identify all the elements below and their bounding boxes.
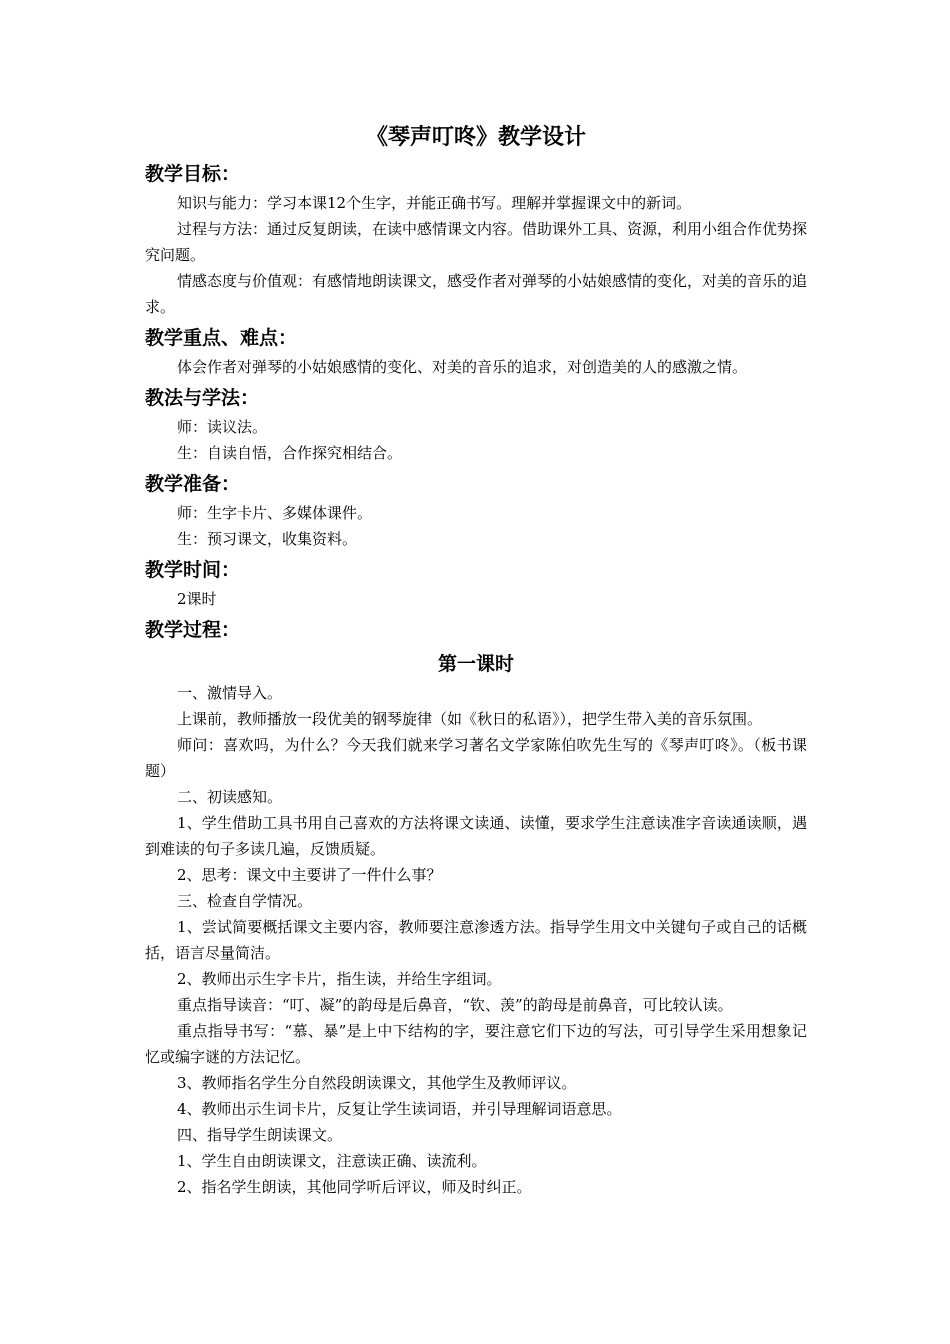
paragraph: 重点指导读音：“叮、凝”的韵母是后鼻音，“钦、羡”的韵母是前鼻音，可比较认读。	[177, 996, 733, 1014]
paragraph: 三、检查自学情况。	[177, 892, 313, 910]
section-key-points	[145, 322, 807, 380]
paragraph: 重点指导书写：“慕、暴”是上中下结构的字，要注意它们下边的写法，可引导学生采用想象记忆或编字谜的方法记忆。	[145, 1022, 807, 1066]
paragraph: 二、初读感知。	[177, 788, 283, 806]
document-title: 《琴声叮咚》教学设计	[365, 124, 586, 150]
paragraph: 上课前，教师播放一段优美的钢琴旋律（如《秋日的私语》），把学生带入美的音乐氛围。	[177, 710, 763, 728]
paragraph: 过程与方法：通过反复朗读，在读中感情课文内容。借助课外工具、资源，利用小组合作优势探究问题。	[145, 220, 808, 264]
paragraph: 师：生字卡片、多媒体课件。	[177, 504, 373, 522]
paragraph: 1、学生自由朗读课文，注意读正确、读流利。	[177, 1152, 487, 1170]
paragraph: 1、尝试简要概括课文主要内容，教师要注意渗透方法。指导学生用文中关键句子或自己的话概括，语言尽量简洁。	[145, 918, 807, 962]
lesson-title: 第一课时	[437, 653, 514, 675]
lesson-one	[145, 648, 807, 1200]
paragraph: 2课时	[177, 590, 217, 608]
paragraph: 师问：喜欢吗，为什么？今天我们就来学习著名文学家陈伯吹先生写的《琴声叮咚》。（板书课题）	[145, 736, 807, 780]
paragraph: 生：预习课文，收集资料。	[177, 530, 358, 548]
paragraph: 体会作者对弹琴的小姑娘感情的变化、对美的音乐的追求，对创造美的人的感激之情。	[177, 358, 748, 376]
paragraph: 一、激情导入。	[177, 684, 283, 702]
document-body	[145, 118, 807, 1200]
section-preparation	[145, 468, 807, 552]
section-heading: 教学目标：	[145, 163, 241, 185]
paragraph: 4、教师出示生词卡片，反复让学生读词语，并引导理解词语意思。	[177, 1100, 622, 1118]
paragraph: 生：自读自悟，合作探究相结合。	[177, 444, 403, 462]
section-heading: 教学重点、难点：	[145, 327, 298, 349]
section-objectives	[145, 158, 807, 320]
paragraph: 知识与能力：学习本课12个生字，并能正确书写。理解并掌握课文中的新词。	[177, 194, 692, 212]
paragraph: 2、指名学生朗读，其他同学听后评议，师及时纠正。	[177, 1178, 532, 1196]
paragraph: 师：读议法。	[177, 418, 268, 436]
paragraph: 情感态度与价值观：有感情地朗读课文，感受作者对弹琴的小姑娘感情的变化，对美的音乐的追求。	[145, 272, 808, 316]
section-time	[145, 554, 807, 612]
paragraph: 2、教师出示生字卡片，指生读，并给生字组词。	[177, 970, 502, 988]
section-heading: 教学过程：	[145, 619, 241, 641]
section-methods	[145, 382, 807, 466]
section-process	[145, 614, 807, 646]
paragraph: 1、学生借助工具书用自己喜欢的方法将课文读通、读懂，要求学生注意读准字音读通读顺，遇到难读的句子多读几遍，反馈质疑。	[145, 814, 807, 858]
section-heading: 教法与学法：	[145, 387, 260, 409]
paragraph: 3、教师指名学生分自然段朗读课文，其他学生及教师评议。	[177, 1074, 577, 1092]
section-heading: 教学准备：	[145, 473, 241, 495]
paragraph: 2、思考：课文中主要讲了一件什么事？	[177, 866, 442, 884]
paragraph: 四、指导学生朗读课文。	[177, 1126, 343, 1144]
section-heading: 教学时间：	[145, 559, 241, 581]
